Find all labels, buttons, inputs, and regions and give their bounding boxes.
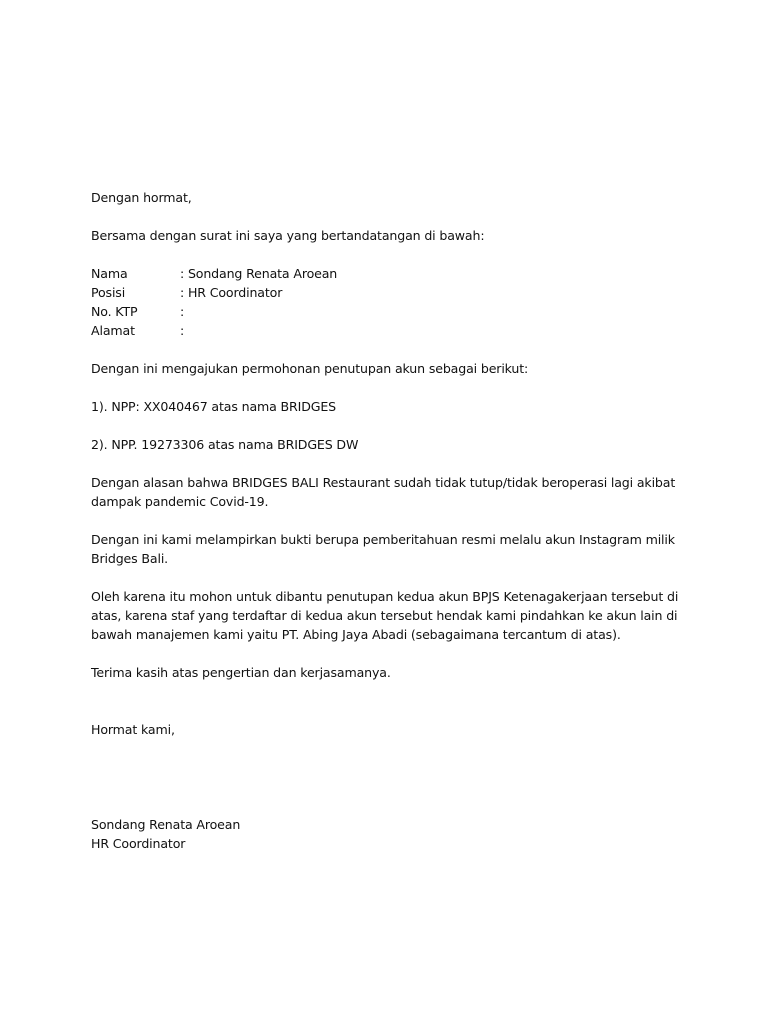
identity-label: No. KTP [91,304,138,319]
plea-line: bawah manajemen kami yaitu PT. Abing Jaya Abadi (sebagaimana tercantum di atas). [91,627,621,642]
identity-row-ktp [91,302,691,321]
plea-paragraph [91,587,691,644]
plea-line: Oleh karena itu mohon untuk dibantu penutupan kedua akun BPJS Ketenagakerjaan tersebut di [91,589,679,604]
account-item-1: 1). NPP: XX040467 atas nama BRIDGES [91,399,337,414]
identity-value: : [180,304,185,319]
identity-row-alamat [91,321,691,340]
intro-paragraph: Bersama dengan surat ini saya yang bertandatangan di bawah: [91,228,485,243]
letter-body [91,188,691,853]
request-paragraph: Dengan ini mengajukan permohonan penutupan akun sebagai berikut: [91,361,529,376]
salutation: Dengan hormat, [91,190,192,205]
account-item-2: 2). NPP. 19273306 atas nama BRIDGES DW [91,437,359,452]
identity-row-nama [91,264,691,283]
signer-title: HR Coordinator [91,836,186,851]
identity-label: Nama [91,266,128,281]
signer-name: Sondang Renata Aroean [91,817,241,832]
identity-label: Alamat [91,323,135,338]
closing: Hormat kami, [91,722,175,737]
identity-row-posisi [91,283,691,302]
identity-value: : [180,323,185,338]
identity-label: Posisi [91,285,126,300]
identity-value: : Sondang Renata Aroean [180,266,338,281]
evidence-line: Dengan ini kami melampirkan bukti berupa pemberitahuan resmi melalu akun Instagram milik [91,532,675,547]
reason-line: dampak pandemic Covid-19. [91,494,269,509]
thanks-paragraph: Terima kasih atas pengertian dan kerjasamanya. [91,665,391,680]
identity-block [91,264,691,340]
signature-block [91,815,691,853]
plea-line: atas, karena staf yang terdaftar di kedua akun tersebut hendak kami pindahkan ke akun lain di [91,608,678,623]
reason-paragraph [91,473,691,511]
evidence-paragraph [91,530,691,568]
identity-value: : HR Coordinator [180,285,283,300]
evidence-line: Bridges Bali. [91,551,169,566]
reason-line: Dengan alasan bahwa BRIDGES BALI Restaurant sudah tidak tutup/tidak beroperasi lagi akibat [91,475,676,490]
